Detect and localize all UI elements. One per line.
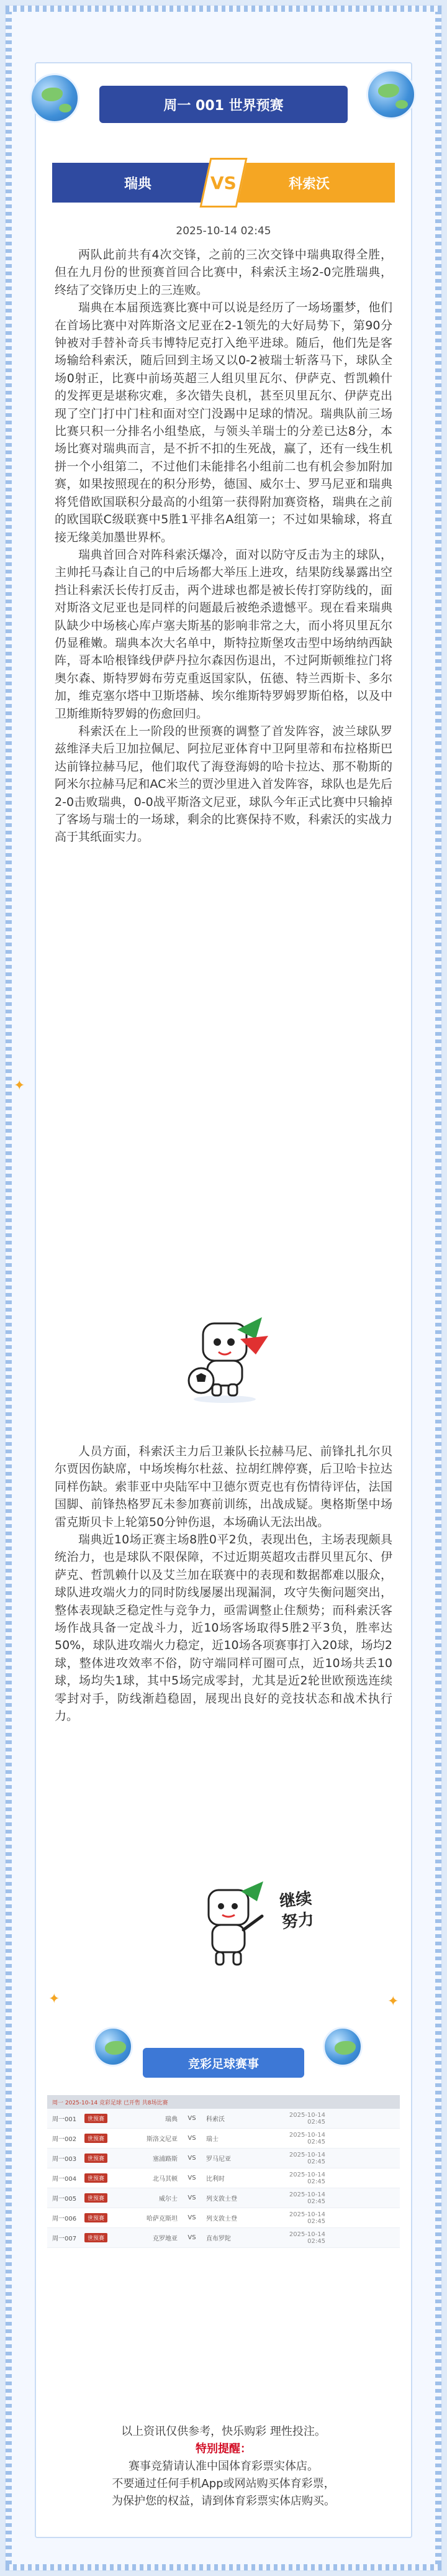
home-team-cell: 斯洛文尼亚: [147, 2136, 178, 2143]
away-team-cell: 直布罗陀: [206, 2236, 231, 2242]
article-paragraph: 瑞典在本届预选赛比赛中可以说是经历了一场场噩梦，他们在首场比赛中对阵斯洛文尼亚在2-1领先的大好局势下，第90分钟被对手替补奇兵韦博特尼克打入绝平进球。随后，他们先是客场输给科索沃，随后回到主场又以0-2被瑞士斩落马下，球队全场0射正，比赛中前场英超三人组贝里瓦尔、伊萨克、哲凯赖什的发挥更是堪称灾难，多次错失良机，甚至贝里瓦尔、伊萨克出现了空门打中门柱和面对空门没踢中足球的情况。瑞典队前三场比赛只积一分排名小组垫底，与领头羊瑞士的分差已达8分，本场比赛对瑞典而言，是不折不扣的生死战，赢了，还有一线生机拼一个小组第二，不过他们未能排名小组前二也有机会参加附加赛，如果按照现在的积分形势，德国、威尔士、罗马尼亚和瑞典将凭借欧国联积分最高的小组第一获得附加赛资格，瑞典在之前的欧国联C级联赛中5胜1平排名A组第一；不过如果输球，将直接无缘美加墨世界杯。: [55, 301, 392, 544]
page-title: 周一 001 世界预赛: [99, 86, 348, 123]
kickoff-time: 2025-10-14 02:45: [289, 2131, 325, 2145]
match-number: 周一003: [52, 2156, 77, 2163]
away-team-cell: 科索沃: [206, 2116, 225, 2123]
match-date: 2025-10-14 02:45: [176, 225, 271, 237]
away-team-cell: 列支敦士登: [206, 2216, 237, 2222]
article-paragraph: 人员方面，科索沃主力后卫兼队长拉赫马尼、前锋扎扎尔贝尔贾因伤缺席，中场埃梅尔杜兹、拉胡红牌停赛，后卫哈卡拉达同样伤缺。索菲亚中央陆军中卫德尔贾克也有伤情待评估，法国国脚、前锋热格罗瓦未参加赛前训练，出战成疑。奥格斯堡中场雷克斯贝卡上轮第50分钟伤退，本场确认无法出战。: [55, 1445, 392, 1529]
frame-border-right: [435, 12, 441, 2564]
table-row[interactable]: [47, 2109, 400, 2129]
kickoff-time: 2025-10-14 02:45: [289, 2111, 325, 2126]
match-number: 周一005: [52, 2196, 77, 2203]
globe-icon: [93, 2027, 133, 2067]
table-row[interactable]: [47, 2149, 400, 2168]
disclaimer-line: 以上资讯仅供参考，快乐购彩 理性投注。: [121, 2425, 326, 2438]
home-team-cell: 北马其顿: [153, 2176, 178, 2183]
vs-cell: VS: [187, 2214, 196, 2221]
league-badge: [84, 2114, 122, 2123]
article-paragraph: 瑞典近10场正赛主场8胜0平2负，表现出色，主场表现颇具统治力，也是球队不限保障，不过近期英超攻击群贝里瓦尔、伊萨克、哲凯赖什以及艾兰加在联赛中的表现和数据都难以服众，球队进攻端火力的同时防线屡屡出现漏洞，攻守失衡问题突出，整体表现缺乏稳定性与竞争力，亟需调整止住颓势；而科索沃客场作战具备一定战斗力，近10场客场取得5胜2平3负，胜率达50%，球队进攻端火力稳定，近10场各项赛事打入20球，场均2球，整体进攻效率不俗，防守端同样可圈可点，近10场共丢10球，场均失1球，其中5场完成零封，尤其是近2轮世欧预选连续零封对手，防线渐趋稳固，展现出良好的竞技状态和战术执行力。: [55, 1533, 392, 1724]
frame-border-left: [6, 12, 12, 2564]
disclaimer-line: 不要通过任何手机App或网站购买体育彩票，: [112, 2477, 335, 2490]
league-badge: [84, 2213, 122, 2222]
kickoff-time: 2025-10-14 02:45: [289, 2151, 325, 2165]
vs-badge: VS: [199, 158, 247, 208]
article-paragraph: 瑞典首回合对阵科索沃爆冷，面对以防守反击为主的球队，主帅托马森让自己的中后场都大举压上进攻，结果防线暴露出空挡让科索沃长传打反击，两个进球也都是被长传打穿防线的，面对斯洛文尼亚也是同样的问题最后被绝杀遗憾平。现在看来瑞典队缺少中场核心库卢塞夫斯基的影响非常之大，而小将贝里瓦尔仍显稚嫩。瑞典本次大名单中，斯特拉斯堡攻击型中场纳纳西缺阵，哥本哈根锋线伊萨丹拉尔森因伤退出，不过阿斯顿维拉门将奥尔森、斯特罗姆布劳克重返国家队，伍德、特兰西斯卡、多尔加，维克塞尔塔中卫斯塔赫、埃尔维斯特罗姆罗斯伯格，以及中卫斯维斯特罗姆的伤愈回归。: [55, 547, 392, 721]
away-team: 科索沃: [224, 163, 395, 203]
home-team-cell: 瑞典: [165, 2116, 178, 2123]
globe-icon: [366, 70, 416, 119]
section-banner: 竞彩足球赛事: [143, 2048, 304, 2078]
article-paragraph: 两队此前共有4次交锋，之前的三次交锋中瑞典取得全胜，但在九月份的世预赛首回合比赛中，科索沃主场2-0完胜瑞典，终结了交锋历史上的三连败。: [55, 248, 392, 297]
vs-cell: VS: [187, 2175, 196, 2181]
sparkle-icon: ✦: [48, 1991, 60, 2007]
match-number: 周一004: [52, 2176, 77, 2183]
table-row[interactable]: [47, 2228, 400, 2248]
warning-title: 特别提醒：: [196, 2442, 251, 2455]
home-team-cell: 哈萨克斯坦: [147, 2216, 178, 2222]
league-tag: 世预赛: [84, 2213, 107, 2222]
league-tag: 世预赛: [84, 2154, 107, 2163]
table-row[interactable]: [47, 2208, 400, 2228]
league-badge: [84, 2134, 122, 2143]
article-body: [55, 246, 392, 846]
globe-icon: [30, 73, 79, 123]
globe-icon: [323, 2027, 363, 2067]
article-paragraph: 科索沃在上一阶段的世预赛的调整了首发阵容，波兰球队罗兹维泽夫后卫加拉佩尼、阿拉尼亚体育中卫阿里蒂和布拉格斯巴达前锋拉赫马尼，他们取代了海登海姆的哈卡拉达、那不勒斯的阿米尔拉赫马尼和AC米兰的贾沙里进入首发阵容，球队也是先后2-0击败瑞典，0-0战平斯洛文尼亚，球队今年正式比赛中只输掉了客场与瑞士的一场球，剩余的比赛保持不败，科索沃的实战力高于其纸面实力。: [55, 724, 392, 844]
footer-disclaimer: [37, 2423, 410, 2510]
table-row[interactable]: [47, 2168, 400, 2188]
match-banner: [52, 163, 395, 203]
vs-cell: VS: [187, 2115, 196, 2122]
sparkle-icon: ✦: [387, 1994, 399, 2009]
away-team-cell: 瑞士: [206, 2136, 219, 2143]
vs-cell: VS: [187, 2234, 196, 2241]
disclaimer-line: 为保护您的权益，请到体育彩票实体店购买。: [112, 2495, 335, 2508]
sticker-text: 继续努力: [278, 1889, 315, 1932]
league-tag: 世预赛: [84, 2114, 107, 2123]
sparkle-icon: ✦: [14, 1078, 25, 1094]
league-tag: 世预赛: [84, 2233, 107, 2242]
away-team-cell: 罗马尼亚: [206, 2156, 231, 2163]
table-header: 周一 2025-10-14 竞彩足球 已开售 共8场比赛: [47, 2095, 400, 2109]
table-row[interactable]: [47, 2129, 400, 2149]
home-team-cell: 克罗地亚: [153, 2236, 178, 2242]
article-body-2: [55, 1443, 392, 1725]
table-row[interactable]: [47, 2188, 400, 2208]
home-team-cell: 威尔士: [159, 2196, 178, 2203]
kickoff-time: 2025-10-14 02:45: [289, 2231, 325, 2245]
disclaimer-line: 赛事竞猜请认准中国体育彩票实体店。: [129, 2460, 318, 2473]
kickoff-time: 2025-10-14 02:45: [289, 2211, 325, 2225]
vs-cell: VS: [187, 2195, 196, 2201]
kickoff-time: 2025-10-14 02:45: [289, 2191, 325, 2205]
league-badge: [84, 2193, 122, 2203]
league-badge: [84, 2233, 122, 2242]
vs-cell: VS: [187, 2135, 196, 2142]
mascot-cheer-illustration: [190, 1873, 296, 1972]
mascot-illustration: [169, 1311, 281, 1404]
league-tag: 世预赛: [84, 2193, 107, 2203]
match-number: 周一006: [52, 2216, 77, 2222]
league-tag: 世预赛: [84, 2134, 107, 2143]
away-team-cell: 比利时: [206, 2176, 225, 2183]
league-badge: [84, 2154, 122, 2163]
match-number: 周一001: [52, 2116, 77, 2123]
league-tag: 世预赛: [84, 2173, 107, 2183]
fixture-table: [47, 2095, 400, 2248]
home-team-cell: 塞浦路斯: [153, 2156, 178, 2163]
league-badge: [84, 2173, 122, 2183]
home-team: 瑞典: [52, 163, 224, 203]
match-number: 周一007: [52, 2236, 77, 2242]
match-number: 周一002: [52, 2136, 77, 2143]
vs-cell: VS: [187, 2155, 196, 2162]
away-team-cell: 列支敦士登: [206, 2196, 237, 2203]
kickoff-time: 2025-10-14 02:45: [289, 2171, 325, 2185]
